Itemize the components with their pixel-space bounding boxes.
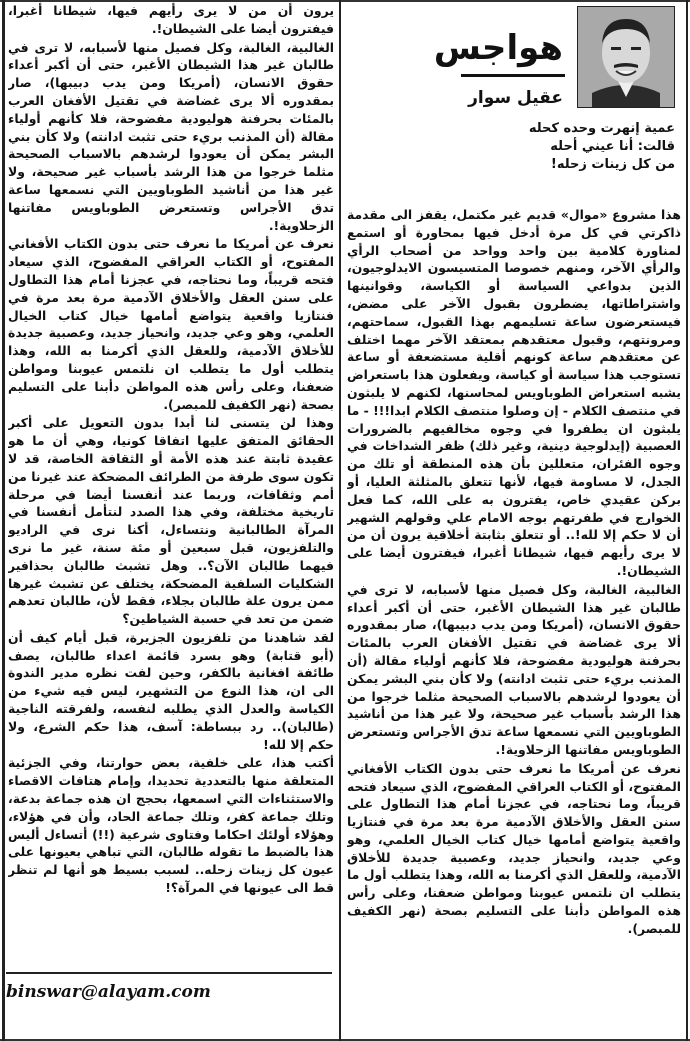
article-paragraph: وهذا لن يتسنى لنا أبدا بدون التعويل على أكبر الحقائق المتفق عليها اتفاقا كونيا، وهي أن ما هو عقيدة ثابتة عند هذه الأمة أو الثقافة الخاصة، قد لا تكون سوى طرفة من الطرائف المضحكة عند غيرنا من أمم وثقافات، وربما عند أنفسنا أيضا في مرحلة تاريخية مختلفة، وفي هذا الصدد لنتأمل أنفسنا في المرآة الطالبانية ونتساءل، أكنا نرى في الراديو والتلفزيون، قبل سبعين أو مئة سنة، غير ما نرى فيهما طالبان الآن؟.. وهل تشبث طالبان بحذافير الشكليات السلفية المضحكة، يختلف عن تشبث غيرها ممن يرون علة طالبان بجلاء، فقط لأن، طالبان تعدهم ضمن من تعد في حسبة الشياطين؟ <box>8 415 334 627</box>
left-border <box>2 0 5 1041</box>
left-column-text <box>8 2 334 970</box>
poem-excerpt <box>529 120 675 174</box>
right-column-text <box>347 206 681 1038</box>
author-name: عقيل سوار <box>468 88 563 108</box>
column-title: هواجس <box>433 28 563 68</box>
poem-line: من كل زينات زحله! <box>550 157 675 172</box>
article-paragraph: نعرف عن أمريكا ما نعرف حتى بدون الكتاب الأفغاني المفتوح، أو الكتاب العراقي المفضوح، الذي سيعاد فتحه قريباً، وما نحتاجه، في عجزنا أمام هذا التطاول على سنن العقل والأخلاق الآدمية مرة بعد مرة في فنتازيا واقعية يتواضع أمامها خيال كتاب الخيال العلمي، وهو وعي جديد، وانحياز جديد، وعصبية جديدة للأخلاق الآدمية، وللعقل الذي أكرمنا به الله، وهذا يتطلب أول ما يتطلب ان نلتمس عيوبنا ومواطن ضعفنا، وعلى رأس هذه المواطن دأبنا على التسليم بصحة (نهر الكفيف للمبصر). <box>347 760 681 936</box>
author-portrait-icon <box>578 7 674 107</box>
poem-line: قالت: أنا عيني أحله <box>550 139 675 154</box>
article-paragraph: هذا مشروع «موال» قديم غير مكتمل، يقفز الى مقدمة ذاكرتي في كل مرة أدخل فيها بمحاورة أو استمع لمناورة كلامية بين واحد وواحد من أصحاب الرأي والرأي الآخر، ومنهم خصوصا المتسيسون الايدلوجيون، الذين بدواعي السياسة أو الكياسة، وقوانينها واشتراطاتها، يضطرون بقبول الآخر على مضض، فيستعرضون ساعة تسليمهم بهذا القبول، سماحتهم، ومرونتهم، وقبول معتقدهم بمعتقد الآخر مهما اختلف عن معتقدهم ساعة كونهم أقلية مستضعفة أو ساعة تستوجب هذا سياسة أو كياسة، ويفعلون هذا باستعراض يشبه استعراض الطوباويس لمحاسنها، لكنهم لا يلبثون في منتصف الكلام - إن وصلوا منتصف الكلام ابدا!!! - ما يلبثون ان يطفروا في وجوه مخالفيهم بالضرورات العصبية (إيدلوجية دينية، وغير ذلك) ظفر الشداخات في وجوه الفئران، متعللين بأن هذه المنطقة أو تلك من الجدل، لا مساومة فيها، لأنها تتعلق بالمثلثة العليا، أو بركن عقيدي خاص، يفترون به على الله، كما فعل الخوارج في طفرتهم بوجه الامام علي وقولهم الشهير أن لا حكم إلا لله!.. أو تتعلق بثابتة أخلاقية يرون أن من لا يرى رأيهم فيها، شيطانا أغبرا، فيفترون أيضا على الشيطان!. <box>347 207 681 578</box>
title-underline <box>461 74 565 77</box>
article-paragraph: الغالبية، الغالبة، وكل فصيل منها لأسبابه، لا ترى في طالبان غير هذا الشيطان الأغبر، حتى أن أكبر أعداء حقوق الانسان، (أمريكا ومن يدب دبيبها)، صار بمقدوره ألا يرى غضاضة في تقتيل الأفغان العرب بالمئات بحرفنة هوليودية مفضوحة، فلا كأنهم أولياء مقالة (أن المذنب بريء حتى تثبت ادانته) ولا كأن بني البشر يمكن أن يعودوا لرشدهم بالاسباب الصحيحة مثلما خرجوا من هذا الرشد بأسباب غير صحيحة، ولا غير هذا من أناشيد الطوباويين التي نسمعها ساعة تدق الأجراس وتستعرض الطوباويس مفاتنها الزحلاوية!. <box>8 39 334 233</box>
author-photo <box>577 6 675 108</box>
poem-line: عمية إنهرت وحده كحله <box>528 121 675 136</box>
right-border <box>686 0 688 1041</box>
article-paragraph: يرون أن من لا يرى رأيهم فيها، شيطانا أغبرا، فيفترون أيضا على الشيطان!. <box>8 3 334 36</box>
footer-rule <box>6 972 332 974</box>
article-paragraph: الغالبية، الغالبة، وكل فصيل منها لأسبابه، لا ترى في طالبان غير هذا الشيطان الأغبر، حتى أن أكبر أعداء حقوق الانسان، (أمريكا ومن يدب دبيبها)، صار بمقدوره ألا يرى غضاضة في تقتيل الأفغان العرب بالمئات بحرفنة هوليودية مفضوحة، فلا كأنهم أولياء مقالة (أن المذنب بريء حتى تثبت ادانته) ولا كأن بني البشر يمكن أن يعودوا لرشدهم بالاسباب الصحيحة مثلما خرجوا من هذا الرشد بأسباب غير صحيحة، ولا غير هذا من أناشيد الطوباويين التي نسمعها ساعة تدق الأجراس وتستعرض الطوباويس مفاتنها الزحلاوية!. <box>347 581 681 757</box>
article-paragraph: نعرف عن أمريكا ما نعرف حتى بدون الكتاب الأفغاني المفتوح، أو الكتاب العراقي المفضوح، الذي سيعاد فتحه قريباً، وما نحتاجه، في عجزنا أمام هذا التطاول على سنن العقل والأخلاق الآدمية مرة بعد مرة في فنتازيا واقعية يتواضع أمامها خيال كتاب الخيال العلمي، وهو وعي جديد، وانحياز جديد، وعصبية جديدة للأخلاق الآدمية، وللعقل الذي أكرمنا به الله، وهذا يتطلب أول ما يتطلب ان نلتمس عيوبنا ومواطن ضعفنا، وعلى رأس هذه المواطن دأبنا على التسليم بصحة (نهر الكفيف للمبصر). <box>8 236 334 412</box>
article-paragraph: لقد شاهدنا من تلفزيون الجزيرة، قبل أيام كيف أن (أبو قتابة) وهو بسرد قائمة اعداء طالبان، يصف طائفة افغانية بالكفر، وحين لفت نظره مدير الندوة الى ان، هذا النوع من التشهير، ليس فيه شيء من الكياسة والعدل الذي يطلبه لنفسه، ولفرقته الناجية (طالبان).. رد ببساطة: آسف، هذا حكم الشرع، ولا حكم إلا لله! <box>8 629 334 752</box>
article-paragraph: أكتب هذا، على خلفية، بعض حوارتنا، وفي الجزئية المتعلقة منها بالتعددية تحديدا، وإمام هتافات الاقصاء والاستثناءات التي اسمعها، بحجج ان هذه جماعة بدعة، وتلك جماعة كفر، وتلك جماعة الحاد، وأن في هؤلاء، وهؤلاء أولئك احكاما وفتاوى شرعية (!!) أتساءل أليس هذا بالضبط ما تقوله طالبان، التي تباهي بعيونها على عيون كل زينات زحله.. لسبب بسيط هو أنها لم تنظر قط الى عيونها في المرآة؟! <box>8 755 334 896</box>
column-header <box>347 2 683 202</box>
author-email: binswar@alayam.com <box>6 982 211 1002</box>
column-divider <box>339 0 341 1041</box>
